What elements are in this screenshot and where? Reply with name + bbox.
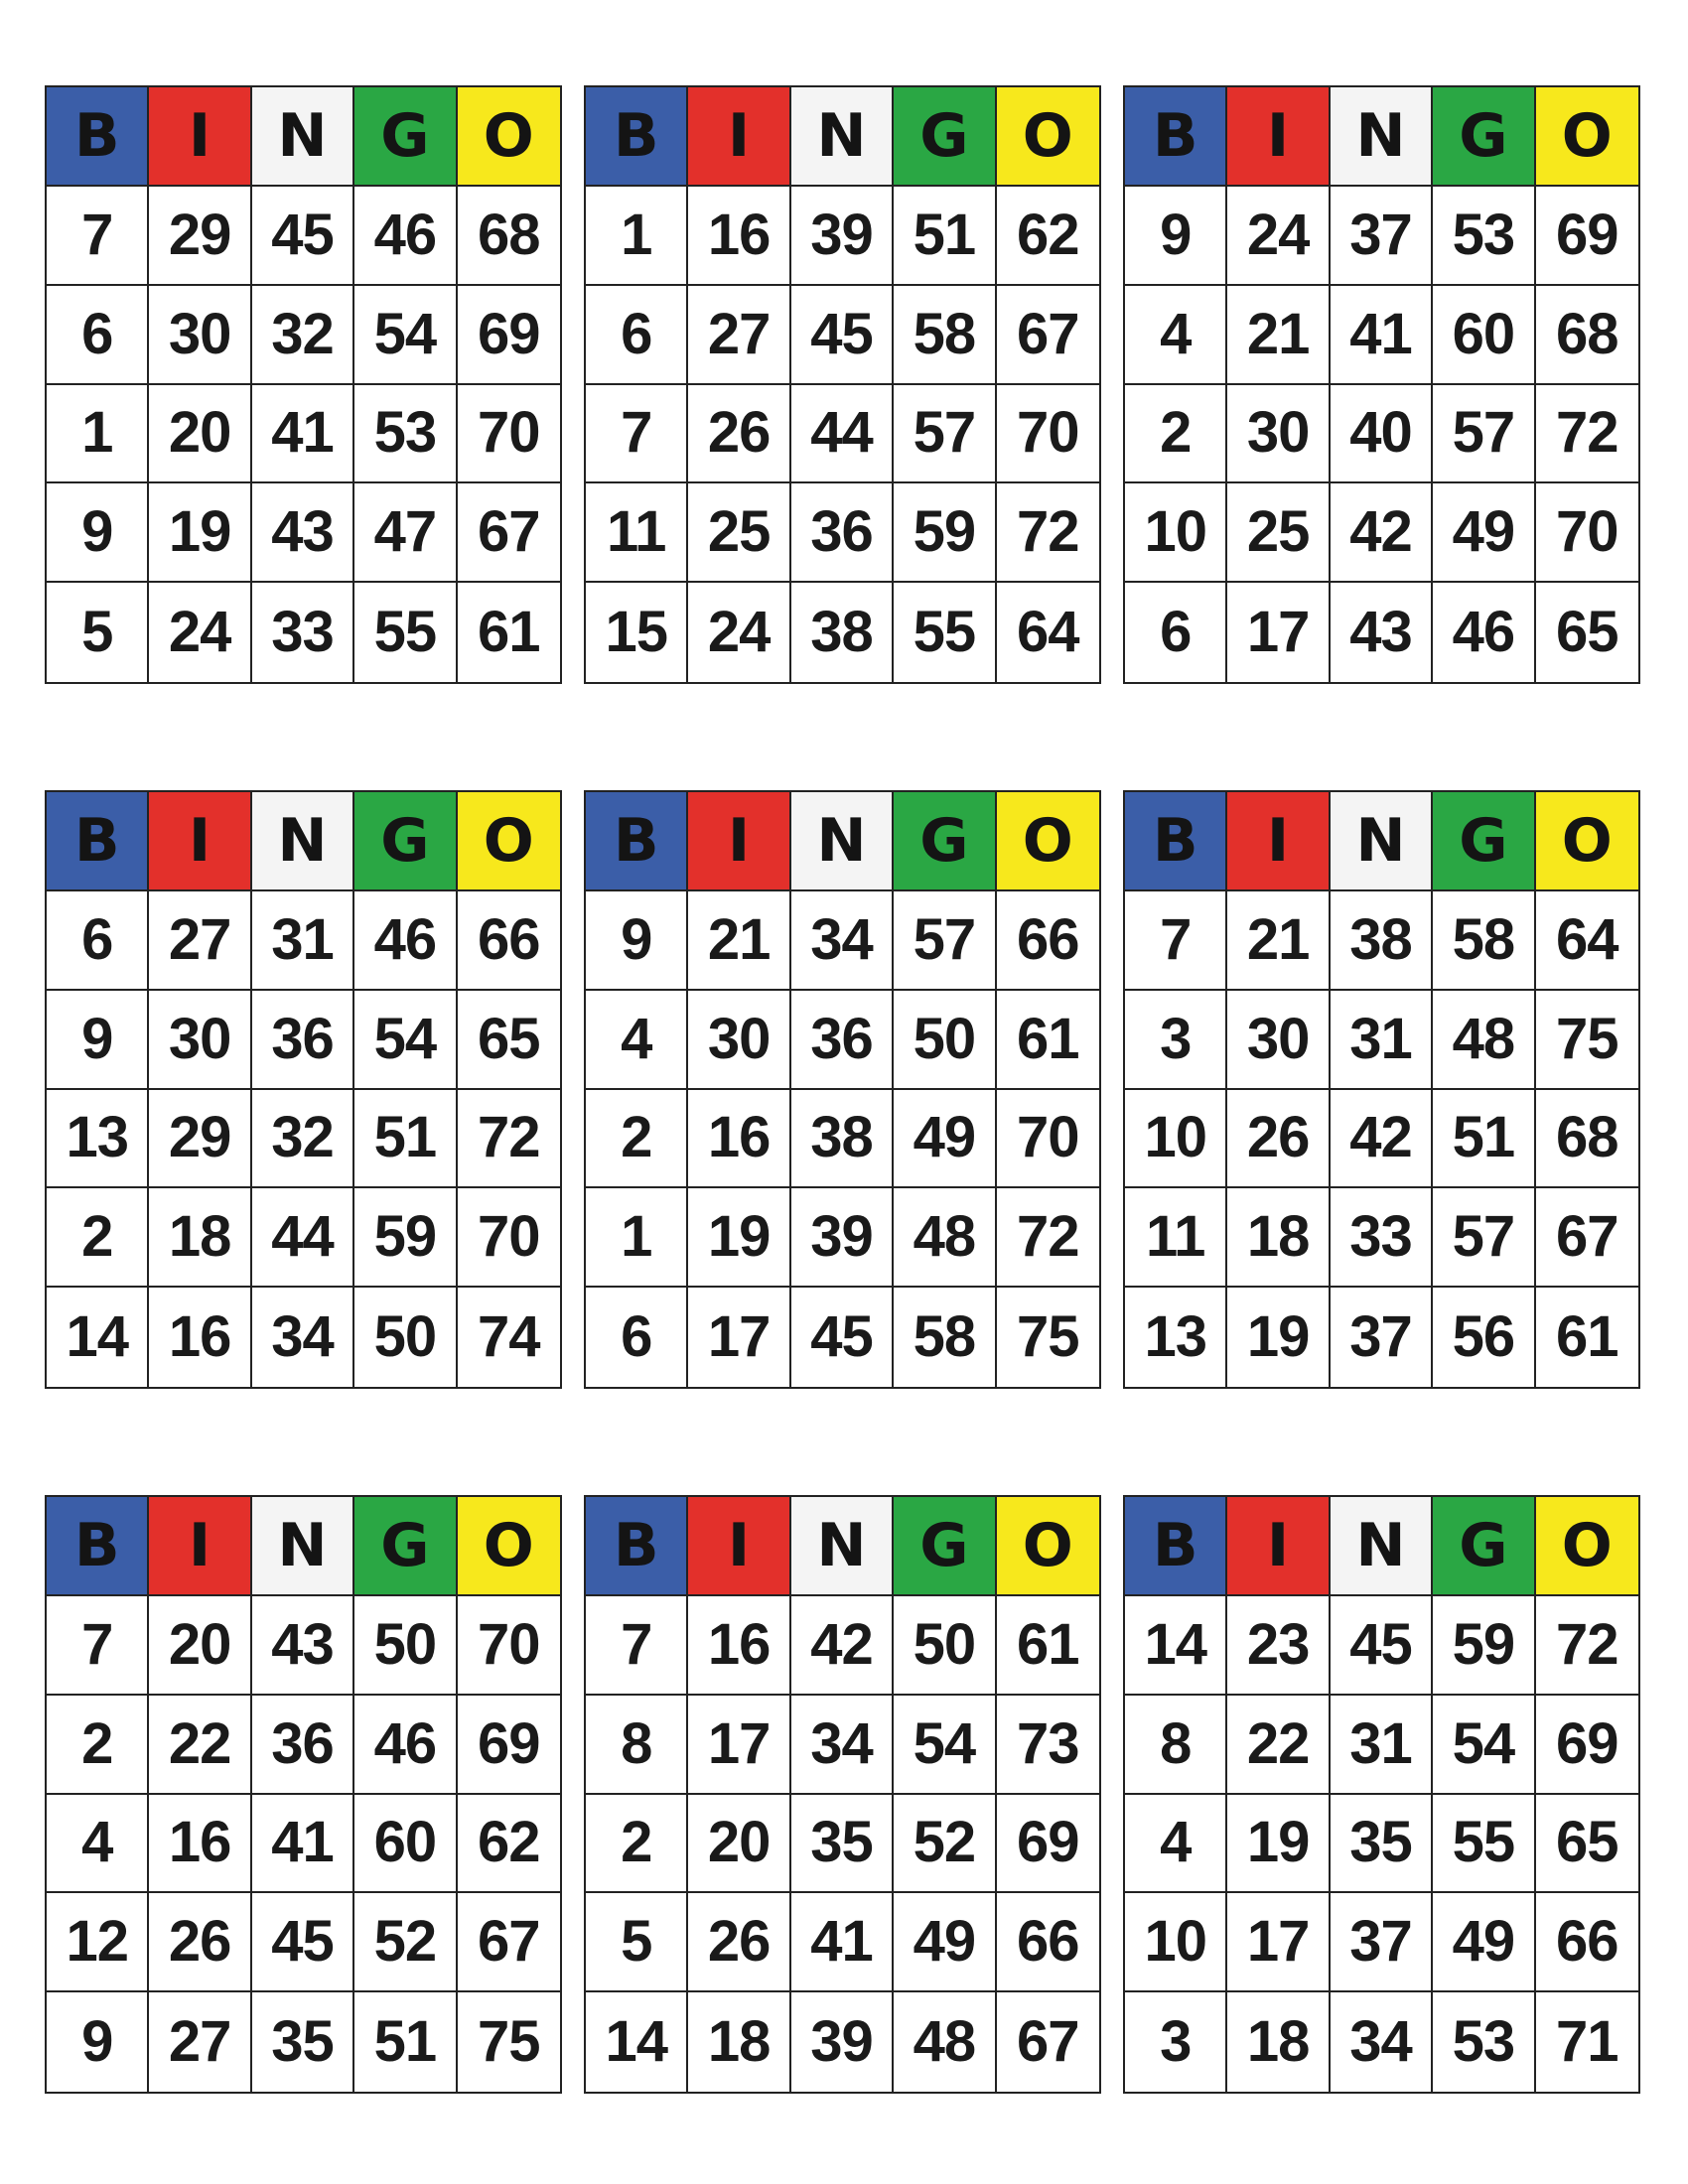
header-n: N (791, 792, 894, 891)
number-cell: 6 (586, 1288, 688, 1387)
number-cell: 10 (1125, 483, 1227, 583)
header-o: O (1536, 87, 1638, 187)
number-cell: 43 (252, 483, 354, 583)
number-cell: 67 (458, 1893, 560, 1992)
number-cell: 50 (894, 991, 996, 1090)
header-b: B (586, 87, 688, 187)
number-cell: 9 (47, 991, 149, 1090)
header-b: B (1125, 87, 1227, 187)
header-o: O (997, 1497, 1099, 1596)
number-cell: 70 (458, 1596, 560, 1696)
number-cell: 54 (1433, 1696, 1535, 1795)
number-cell: 18 (688, 1992, 790, 2092)
number-cell: 31 (1331, 991, 1433, 1090)
number-cell: 57 (894, 385, 996, 484)
header-i: I (688, 87, 790, 187)
number-cell: 36 (252, 991, 354, 1090)
header-o: O (458, 87, 560, 187)
number-cell: 62 (458, 1795, 560, 1894)
number-cell: 27 (149, 1992, 251, 2092)
number-cell: 16 (688, 1596, 790, 1696)
number-cell: 58 (894, 286, 996, 385)
number-cell: 35 (252, 1992, 354, 2092)
number-cell: 18 (1227, 1188, 1330, 1288)
number-cell: 49 (894, 1893, 996, 1992)
number-cell: 14 (1125, 1596, 1227, 1696)
number-cell: 26 (688, 385, 790, 484)
header-i: I (149, 87, 251, 187)
number-cell: 53 (1433, 187, 1535, 286)
number-cell: 75 (1017, 1304, 1079, 1370)
number-cell: 13 (1125, 1288, 1227, 1387)
number-cell: 61 (997, 1596, 1099, 1696)
number-cell: 70 (1536, 483, 1638, 583)
number-cell: 29 (149, 1090, 251, 1189)
number-cell: 58 (1433, 891, 1535, 991)
number-cell: 51 (1433, 1090, 1535, 1189)
number-cell: 21 (1227, 286, 1330, 385)
header-n: N (252, 1497, 354, 1596)
number-cell: 73 (997, 1696, 1099, 1795)
number-cell: 1 (586, 187, 688, 286)
number-cell: 14 (47, 1288, 149, 1387)
number-cell: 72 (997, 483, 1099, 583)
number-cell: 42 (1331, 483, 1433, 583)
number-cell: 46 (354, 187, 457, 286)
number-cell: 30 (688, 991, 790, 1090)
number-cell: 70 (997, 1090, 1099, 1189)
number-cell: 2 (1125, 385, 1227, 484)
number-cell: 37 (1331, 187, 1433, 286)
number-cell: 2 (47, 1696, 149, 1795)
number-cell: 48 (894, 1188, 996, 1288)
header-i: I (1227, 792, 1330, 891)
number-cell: 8 (586, 1696, 688, 1795)
header-g: G (354, 1497, 457, 1596)
header-o: O (458, 792, 560, 891)
number-cell: 71 (1556, 2009, 1618, 2075)
number-cell: 35 (1331, 1795, 1433, 1894)
number-cell: 57 (1433, 1188, 1535, 1288)
number-cell: 1 (586, 1188, 688, 1288)
number-cell: 68 (1536, 286, 1638, 385)
number-cell: 41 (252, 1795, 354, 1894)
header-i: I (1227, 1497, 1330, 1596)
number-cell: 25 (688, 483, 790, 583)
header-i: I (1227, 87, 1330, 187)
bingo-card-7 (45, 1495, 562, 2094)
number-cell: 9 (47, 483, 149, 583)
number-cell: 67 (997, 286, 1099, 385)
header-g: G (894, 1497, 996, 1596)
number-cell: 24 (1227, 187, 1330, 286)
number-cell: 53 (354, 385, 457, 484)
number-cell: 57 (1433, 385, 1535, 484)
header-i: I (149, 792, 251, 891)
number-cell: 17 (1227, 1893, 1330, 1992)
number-cell: 20 (149, 385, 251, 484)
bingo-card-8 (584, 1495, 1101, 2094)
header-n: N (1331, 1497, 1433, 1596)
number-cell: 23 (1227, 1596, 1330, 1696)
number-cell: 58 (894, 1288, 996, 1387)
number-cell: 46 (354, 891, 457, 991)
header-b: B (1125, 792, 1227, 891)
number-cell: 59 (894, 483, 996, 583)
header-n: N (791, 1497, 894, 1596)
number-cell: 54 (894, 1696, 996, 1795)
number-cell: 72 (1536, 385, 1638, 484)
header-i: I (688, 1497, 790, 1596)
number-cell: 49 (1433, 483, 1535, 583)
number-cell: 31 (252, 891, 354, 991)
number-cell: 14 (586, 1992, 688, 2092)
number-cell: 7 (586, 1596, 688, 1696)
number-cell: 45 (252, 187, 354, 286)
header-b: B (586, 1497, 688, 1596)
number-cell: 34 (1331, 1992, 1433, 2092)
header-n: N (252, 87, 354, 187)
number-cell: 19 (688, 1188, 790, 1288)
number-cell: 9 (586, 891, 688, 991)
number-cell: 33 (1331, 1188, 1433, 1288)
number-cell: 48 (894, 1992, 996, 2092)
number-cell: 49 (894, 1090, 996, 1189)
header-n: N (791, 87, 894, 187)
bingo-card-6 (1123, 790, 1640, 1389)
header-g: G (354, 87, 457, 187)
number-cell: 61 (1556, 1304, 1618, 1370)
number-cell: 38 (791, 583, 894, 682)
header-n: N (1331, 87, 1433, 187)
number-cell: 66 (997, 1893, 1099, 1992)
number-cell: 16 (149, 1795, 251, 1894)
number-cell: 37 (1331, 1893, 1433, 1992)
number-cell: 56 (1433, 1288, 1535, 1387)
header-o: O (997, 792, 1099, 891)
number-cell: 20 (149, 1596, 251, 1696)
number-cell: 16 (149, 1288, 251, 1387)
header-b: B (586, 792, 688, 891)
number-cell: 12 (47, 1893, 149, 1992)
number-cell: 38 (1331, 891, 1433, 991)
number-cell: 4 (47, 1795, 149, 1894)
number-cell: 4 (1125, 1795, 1227, 1894)
number-cell: 2 (586, 1795, 688, 1894)
number-cell: 65 (1556, 600, 1618, 665)
number-cell: 60 (1433, 286, 1535, 385)
number-cell: 36 (791, 483, 894, 583)
number-cell: 22 (149, 1696, 251, 1795)
number-cell: 7 (586, 385, 688, 484)
number-cell: 36 (791, 991, 894, 1090)
header-g: G (354, 792, 457, 891)
number-cell: 55 (1433, 1795, 1535, 1894)
number-cell: 75 (478, 2009, 540, 2075)
number-cell: 19 (1227, 1288, 1330, 1387)
number-cell: 43 (1331, 583, 1433, 682)
number-cell: 11 (586, 483, 688, 583)
number-cell: 35 (791, 1795, 894, 1894)
header-o: O (1536, 792, 1638, 891)
number-cell: 42 (791, 1596, 894, 1696)
number-cell: 47 (354, 483, 457, 583)
number-cell: 55 (354, 583, 457, 682)
header-g: G (1433, 792, 1535, 891)
number-cell: 75 (1536, 991, 1638, 1090)
number-cell: 48 (1433, 991, 1535, 1090)
number-cell: 67 (1536, 1188, 1638, 1288)
number-cell: 17 (688, 1696, 790, 1795)
number-cell: 45 (1331, 1596, 1433, 1696)
number-cell: 16 (688, 1090, 790, 1189)
number-cell: 44 (252, 1188, 354, 1288)
number-cell: 7 (1125, 891, 1227, 991)
header-b: B (47, 1497, 149, 1596)
number-cell: 2 (586, 1090, 688, 1189)
number-cell: 19 (1227, 1795, 1330, 1894)
header-o: O (458, 1497, 560, 1596)
number-cell: 11 (1125, 1188, 1227, 1288)
number-cell: 24 (149, 583, 251, 682)
number-cell: 46 (1433, 583, 1535, 682)
number-cell: 70 (997, 385, 1099, 484)
number-cell: 68 (1536, 1090, 1638, 1189)
number-cell: 44 (791, 385, 894, 484)
number-cell: 1 (47, 385, 149, 484)
number-cell: 30 (1227, 385, 1330, 484)
number-cell: 72 (997, 1188, 1099, 1288)
number-cell: 3 (1125, 991, 1227, 1090)
bingo-card-2 (584, 85, 1101, 684)
number-cell: 8 (1125, 1696, 1227, 1795)
number-cell: 31 (1331, 1696, 1433, 1795)
number-cell: 34 (791, 1696, 894, 1795)
number-cell: 52 (894, 1795, 996, 1894)
bingo-card-1 (45, 85, 562, 684)
number-cell: 18 (149, 1188, 251, 1288)
number-cell: 65 (1536, 1795, 1638, 1894)
number-cell: 69 (1536, 1696, 1638, 1795)
number-cell: 72 (458, 1090, 560, 1189)
number-cell: 16 (688, 187, 790, 286)
number-cell: 66 (1536, 1893, 1638, 1992)
number-cell: 68 (458, 187, 560, 286)
number-cell: 37 (1331, 1288, 1433, 1387)
header-i: I (149, 1497, 251, 1596)
header-g: G (1433, 1497, 1535, 1596)
number-cell: 34 (791, 891, 894, 991)
number-cell: 7 (47, 1596, 149, 1696)
number-cell: 51 (894, 187, 996, 286)
bingo-card-3 (1123, 85, 1640, 684)
number-cell: 17 (1227, 583, 1330, 682)
number-cell: 70 (458, 1188, 560, 1288)
header-b: B (47, 87, 149, 187)
number-cell: 60 (354, 1795, 457, 1894)
number-cell: 64 (1017, 600, 1079, 665)
number-cell: 6 (47, 891, 149, 991)
header-n: N (252, 792, 354, 891)
number-cell: 6 (586, 286, 688, 385)
number-cell: 50 (354, 1596, 457, 1696)
number-cell: 54 (354, 991, 457, 1090)
number-cell: 53 (1433, 1992, 1535, 2092)
number-cell: 3 (1125, 1992, 1227, 2092)
number-cell: 10 (1125, 1090, 1227, 1189)
number-cell: 36 (252, 1696, 354, 1795)
number-cell: 67 (458, 483, 560, 583)
number-cell: 4 (1125, 286, 1227, 385)
header-g: G (894, 87, 996, 187)
bingo-card-4 (45, 790, 562, 1389)
number-cell: 74 (478, 1304, 540, 1370)
number-cell: 61 (997, 991, 1099, 1090)
header-i: I (688, 792, 790, 891)
number-cell: 66 (458, 891, 560, 991)
number-cell: 19 (149, 483, 251, 583)
number-cell: 6 (47, 286, 149, 385)
number-cell: 59 (1433, 1596, 1535, 1696)
number-cell: 54 (354, 286, 457, 385)
number-cell: 29 (149, 187, 251, 286)
number-cell: 69 (458, 286, 560, 385)
header-n: N (1331, 792, 1433, 891)
number-cell: 72 (1536, 1596, 1638, 1696)
number-cell: 17 (688, 1288, 790, 1387)
number-cell: 41 (252, 385, 354, 484)
number-cell: 27 (688, 286, 790, 385)
number-cell: 51 (354, 1090, 457, 1189)
number-cell: 55 (894, 583, 996, 682)
number-cell: 10 (1125, 1893, 1227, 1992)
number-cell: 2 (47, 1188, 149, 1288)
bingo-card-sheet (45, 85, 1643, 2094)
number-cell: 40 (1331, 385, 1433, 484)
header-o: O (997, 87, 1099, 187)
number-cell: 66 (997, 891, 1099, 991)
number-cell: 26 (1227, 1090, 1330, 1189)
number-cell: 39 (791, 1188, 894, 1288)
number-cell: 5 (47, 583, 149, 682)
number-cell: 45 (791, 286, 894, 385)
number-cell: 49 (1433, 1893, 1535, 1992)
header-b: B (47, 792, 149, 891)
number-cell: 22 (1227, 1696, 1330, 1795)
number-cell: 24 (688, 583, 790, 682)
number-cell: 4 (586, 991, 688, 1090)
number-cell: 50 (894, 1596, 996, 1696)
number-cell: 52 (354, 1893, 457, 1992)
number-cell: 41 (791, 1893, 894, 1992)
number-cell: 18 (1227, 1992, 1330, 2092)
number-cell: 26 (149, 1893, 251, 1992)
number-cell: 67 (1017, 2009, 1079, 2075)
number-cell: 69 (1536, 187, 1638, 286)
number-cell: 69 (997, 1795, 1099, 1894)
header-g: G (1433, 87, 1535, 187)
number-cell: 15 (586, 583, 688, 682)
number-cell: 70 (458, 385, 560, 484)
number-cell: 5 (586, 1893, 688, 1992)
number-cell: 20 (688, 1795, 790, 1894)
number-cell: 42 (1331, 1090, 1433, 1189)
number-cell: 50 (354, 1288, 457, 1387)
number-cell: 59 (354, 1188, 457, 1288)
number-cell: 32 (252, 1090, 354, 1189)
number-cell: 69 (458, 1696, 560, 1795)
number-cell: 64 (1536, 891, 1638, 991)
header-b: B (1125, 1497, 1227, 1596)
number-cell: 43 (252, 1596, 354, 1696)
number-cell: 34 (252, 1288, 354, 1387)
number-cell: 62 (997, 187, 1099, 286)
number-cell: 32 (252, 286, 354, 385)
number-cell: 7 (47, 187, 149, 286)
number-cell: 9 (47, 1992, 149, 2092)
number-cell: 26 (688, 1893, 790, 1992)
number-cell: 9 (1125, 187, 1227, 286)
number-cell: 33 (252, 583, 354, 682)
number-cell: 61 (478, 600, 540, 665)
number-cell: 39 (791, 1992, 894, 2092)
header-g: G (894, 792, 996, 891)
number-cell: 57 (894, 891, 996, 991)
number-cell: 51 (354, 1992, 457, 2092)
number-cell: 46 (354, 1696, 457, 1795)
number-cell: 6 (1125, 583, 1227, 682)
number-cell: 25 (1227, 483, 1330, 583)
number-cell: 30 (149, 991, 251, 1090)
number-cell: 45 (791, 1288, 894, 1387)
number-cell: 45 (252, 1893, 354, 1992)
number-cell: 38 (791, 1090, 894, 1189)
bingo-card-5 (584, 790, 1101, 1389)
number-cell: 30 (149, 286, 251, 385)
number-cell: 21 (688, 891, 790, 991)
header-o: O (1536, 1497, 1638, 1596)
number-cell: 21 (1227, 891, 1330, 991)
number-cell: 27 (149, 891, 251, 991)
number-cell: 30 (1227, 991, 1330, 1090)
number-cell: 65 (458, 991, 560, 1090)
number-cell: 13 (47, 1090, 149, 1189)
number-cell: 41 (1331, 286, 1433, 385)
number-cell: 39 (791, 187, 894, 286)
bingo-card-9 (1123, 1495, 1640, 2094)
